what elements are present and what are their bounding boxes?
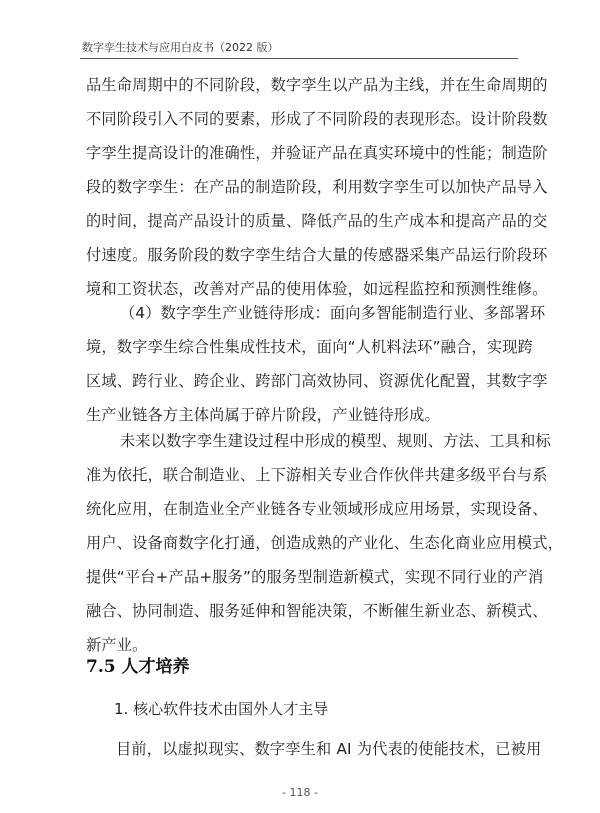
paragraph-future (86, 424, 564, 662)
numbered-item: 1. 核心软件技术由国外人才主导 (114, 700, 329, 718)
text-line: 未来以数字孪生建设过程中形成的模型、规则、方法、工具和标 (120, 432, 551, 450)
text-line: 生产业链各方主体尚属于碎片阶段，产业链待形成。 (86, 406, 440, 424)
text-line: （4）数字孪生产业链待形成：面向多智能制造行业、多部署环 (120, 304, 546, 322)
text-line: 区域、跨行业、跨企业、跨部门高效协同、资源优化配置，其数字孪 (86, 372, 548, 390)
paragraph-talent: 目前，以虚拟现实、数字孪生和 AI 为代表的使能技术，已被用 (116, 740, 542, 758)
text-line: 付速度。服务阶段的数字孪生结合大量的传感器采集产品运行阶段环 (86, 246, 548, 264)
text-line: 提供“平台+产品+服务”的服务型制造新模式，实现不同行业的产消 (86, 568, 544, 586)
text-line: 品生命周期中的不同阶段，数字孪生以产品为主线，并在生命周期的 (86, 76, 548, 94)
text-line: 准为依托，联合制造业、上下游相关专业合作伙伴共建多级平台与系 (86, 466, 548, 484)
text-line: 新产业。 (86, 636, 148, 654)
text-line: 不同阶段引入不同的要素，形成了不同阶段的表现形态。设计阶段数 (86, 110, 548, 128)
text-line: 统化应用，在制造业全产业链各专业领域形成应用场景，实现设备、 (86, 500, 548, 518)
text-line: 境，数字孪生综合性集成性技术，面向“人机料法环”融合，实现跨 (86, 338, 533, 356)
text-line: 境和工资状态，改善对产品的使用体验，如远程监控和预测性维修。 (86, 280, 548, 298)
text-line: 段的数字孪生：在产品的制造阶段，利用数字孪生可以加快产品导入 (86, 178, 548, 196)
running-header: 数字孪生技术与应用白皮书（2022 版） (82, 41, 279, 54)
header-divider (80, 58, 518, 59)
paragraph-industry-chain (86, 296, 548, 432)
text-line: 的时间，提高产品设计的质量、降低产品的生产成本和提高产品的交 (86, 212, 548, 230)
text-line: 字孪生提高设计的准确性，并验证产品在真实环境中的性能；制造阶 (86, 144, 548, 162)
text-line: 融合、协同制造、服务延伸和智能决策，不断催生新业态、新模式、 (86, 602, 548, 620)
section-heading: 7.5 人才培养 (86, 657, 190, 677)
paragraph-lifecycle (86, 68, 548, 306)
text-line: 用户、设备商数字化打通，创造成熟的产业化、生态化商业应用模式， (86, 534, 564, 552)
page-number: - 118 - (282, 786, 318, 799)
